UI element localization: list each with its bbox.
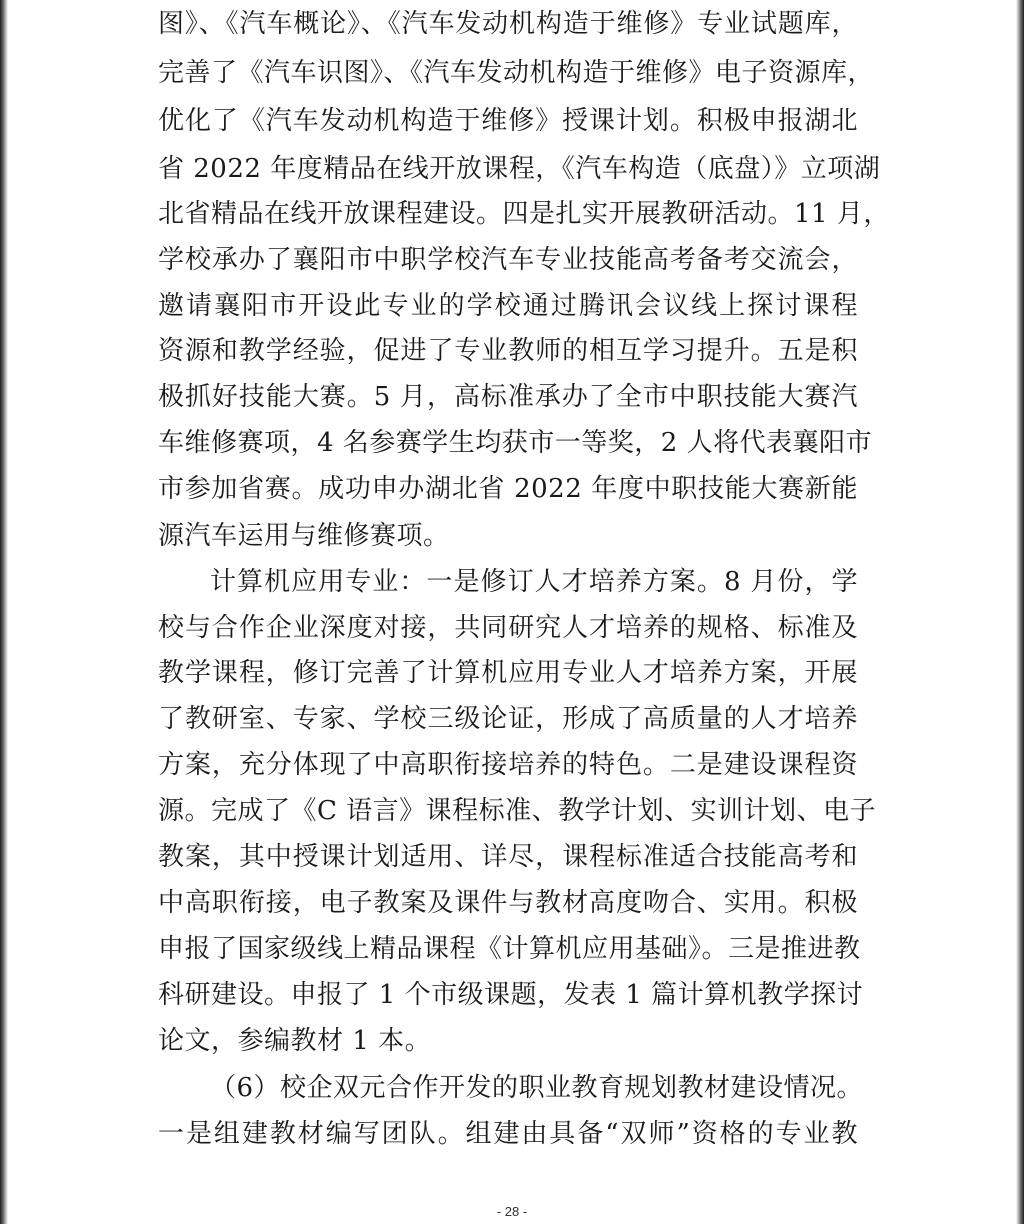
text-line: 科研建设。申报了 1 个市级课题，发表 1 篇计算机教学探讨	[158, 980, 864, 1010]
scan-shadow-right	[1016, 0, 1024, 1224]
section-heading-line: （6）校企双元合作开发的职业教育规划教材建设情况。	[210, 1073, 864, 1103]
text-line: 市参加省赛。成功申办湖北省 2022 年度中职技能大赛新能	[158, 474, 858, 504]
text-line: 学校承办了襄阳市中职学校汽车专业技能高考备考交流会，	[158, 245, 858, 275]
text-line: 省 2022 年度精品在线开放课程，《汽车构造（底盘）》立项湖	[158, 154, 881, 184]
text-line: 方案，充分体现了中高职衔接培养的特色。二是建设课程资	[158, 750, 858, 780]
text-line: 优化了《汽车发动机构造于维修》授课计划。积极申报湖北	[158, 106, 858, 136]
paragraph-start-line: 计算机应用专业：一是修订人才培养方案。8 月份，学	[210, 567, 858, 597]
text-line: 申报了国家级线上精品课程《计算机应用基础》。三是推进教	[158, 934, 861, 964]
scan-shadow-left	[0, 0, 8, 1224]
text-line: 中高职衔接，电子教案及课件与教材高度吻合、实用。积极	[158, 888, 858, 918]
text-line: 教学课程，修订完善了计算机应用专业人才培养方案，开展	[158, 658, 858, 688]
text-line: 源。完成了《C 语言》课程标准、教学计划、实训计划、电子	[158, 796, 877, 826]
text-line: 校与合作企业深度对接，共同研究人才培养的规格、标准及	[158, 613, 858, 643]
text-line: 车维修赛项，4 名参赛学生均获市一等奖，2 人将代表襄阳市	[158, 428, 873, 458]
text-line: 完善了《汽车识图》、《汽车发动机构造于维修》电子资源库，	[158, 58, 875, 88]
text-line: 邀请襄阳市开设此专业的学校通过腾讯会议线上探讨课程	[158, 291, 858, 321]
text-line: 教案，其中授课计划适用、详尽，课程标准适合技能高考和	[158, 842, 858, 872]
text-line: 图》、《汽车概论》、《汽车发动机构造于维修》专业试题库，	[158, 9, 858, 39]
text-line: 极抓好技能大赛。5 月，高标准承办了全市中职技能大赛汽	[158, 382, 858, 412]
text-line: 源汽车运用与维修赛项。	[158, 521, 450, 551]
text-line: 资源和教学经验，促进了专业教师的相互学习提升。五是积	[158, 336, 858, 366]
text-line: 了教研室、专家、学校三级论证，形成了高质量的人才培养	[158, 704, 858, 734]
page-number: - 28 -	[496, 1204, 528, 1219]
text-line: 一是组建教材编写团队。组建由具备“双师”资格的专业教	[158, 1119, 858, 1149]
text-line: 北省精品在线开放课程建设。四是扎实开展教研活动。11 月，	[158, 199, 890, 229]
text-line: 论文，参编教材 1 本。	[158, 1026, 432, 1056]
